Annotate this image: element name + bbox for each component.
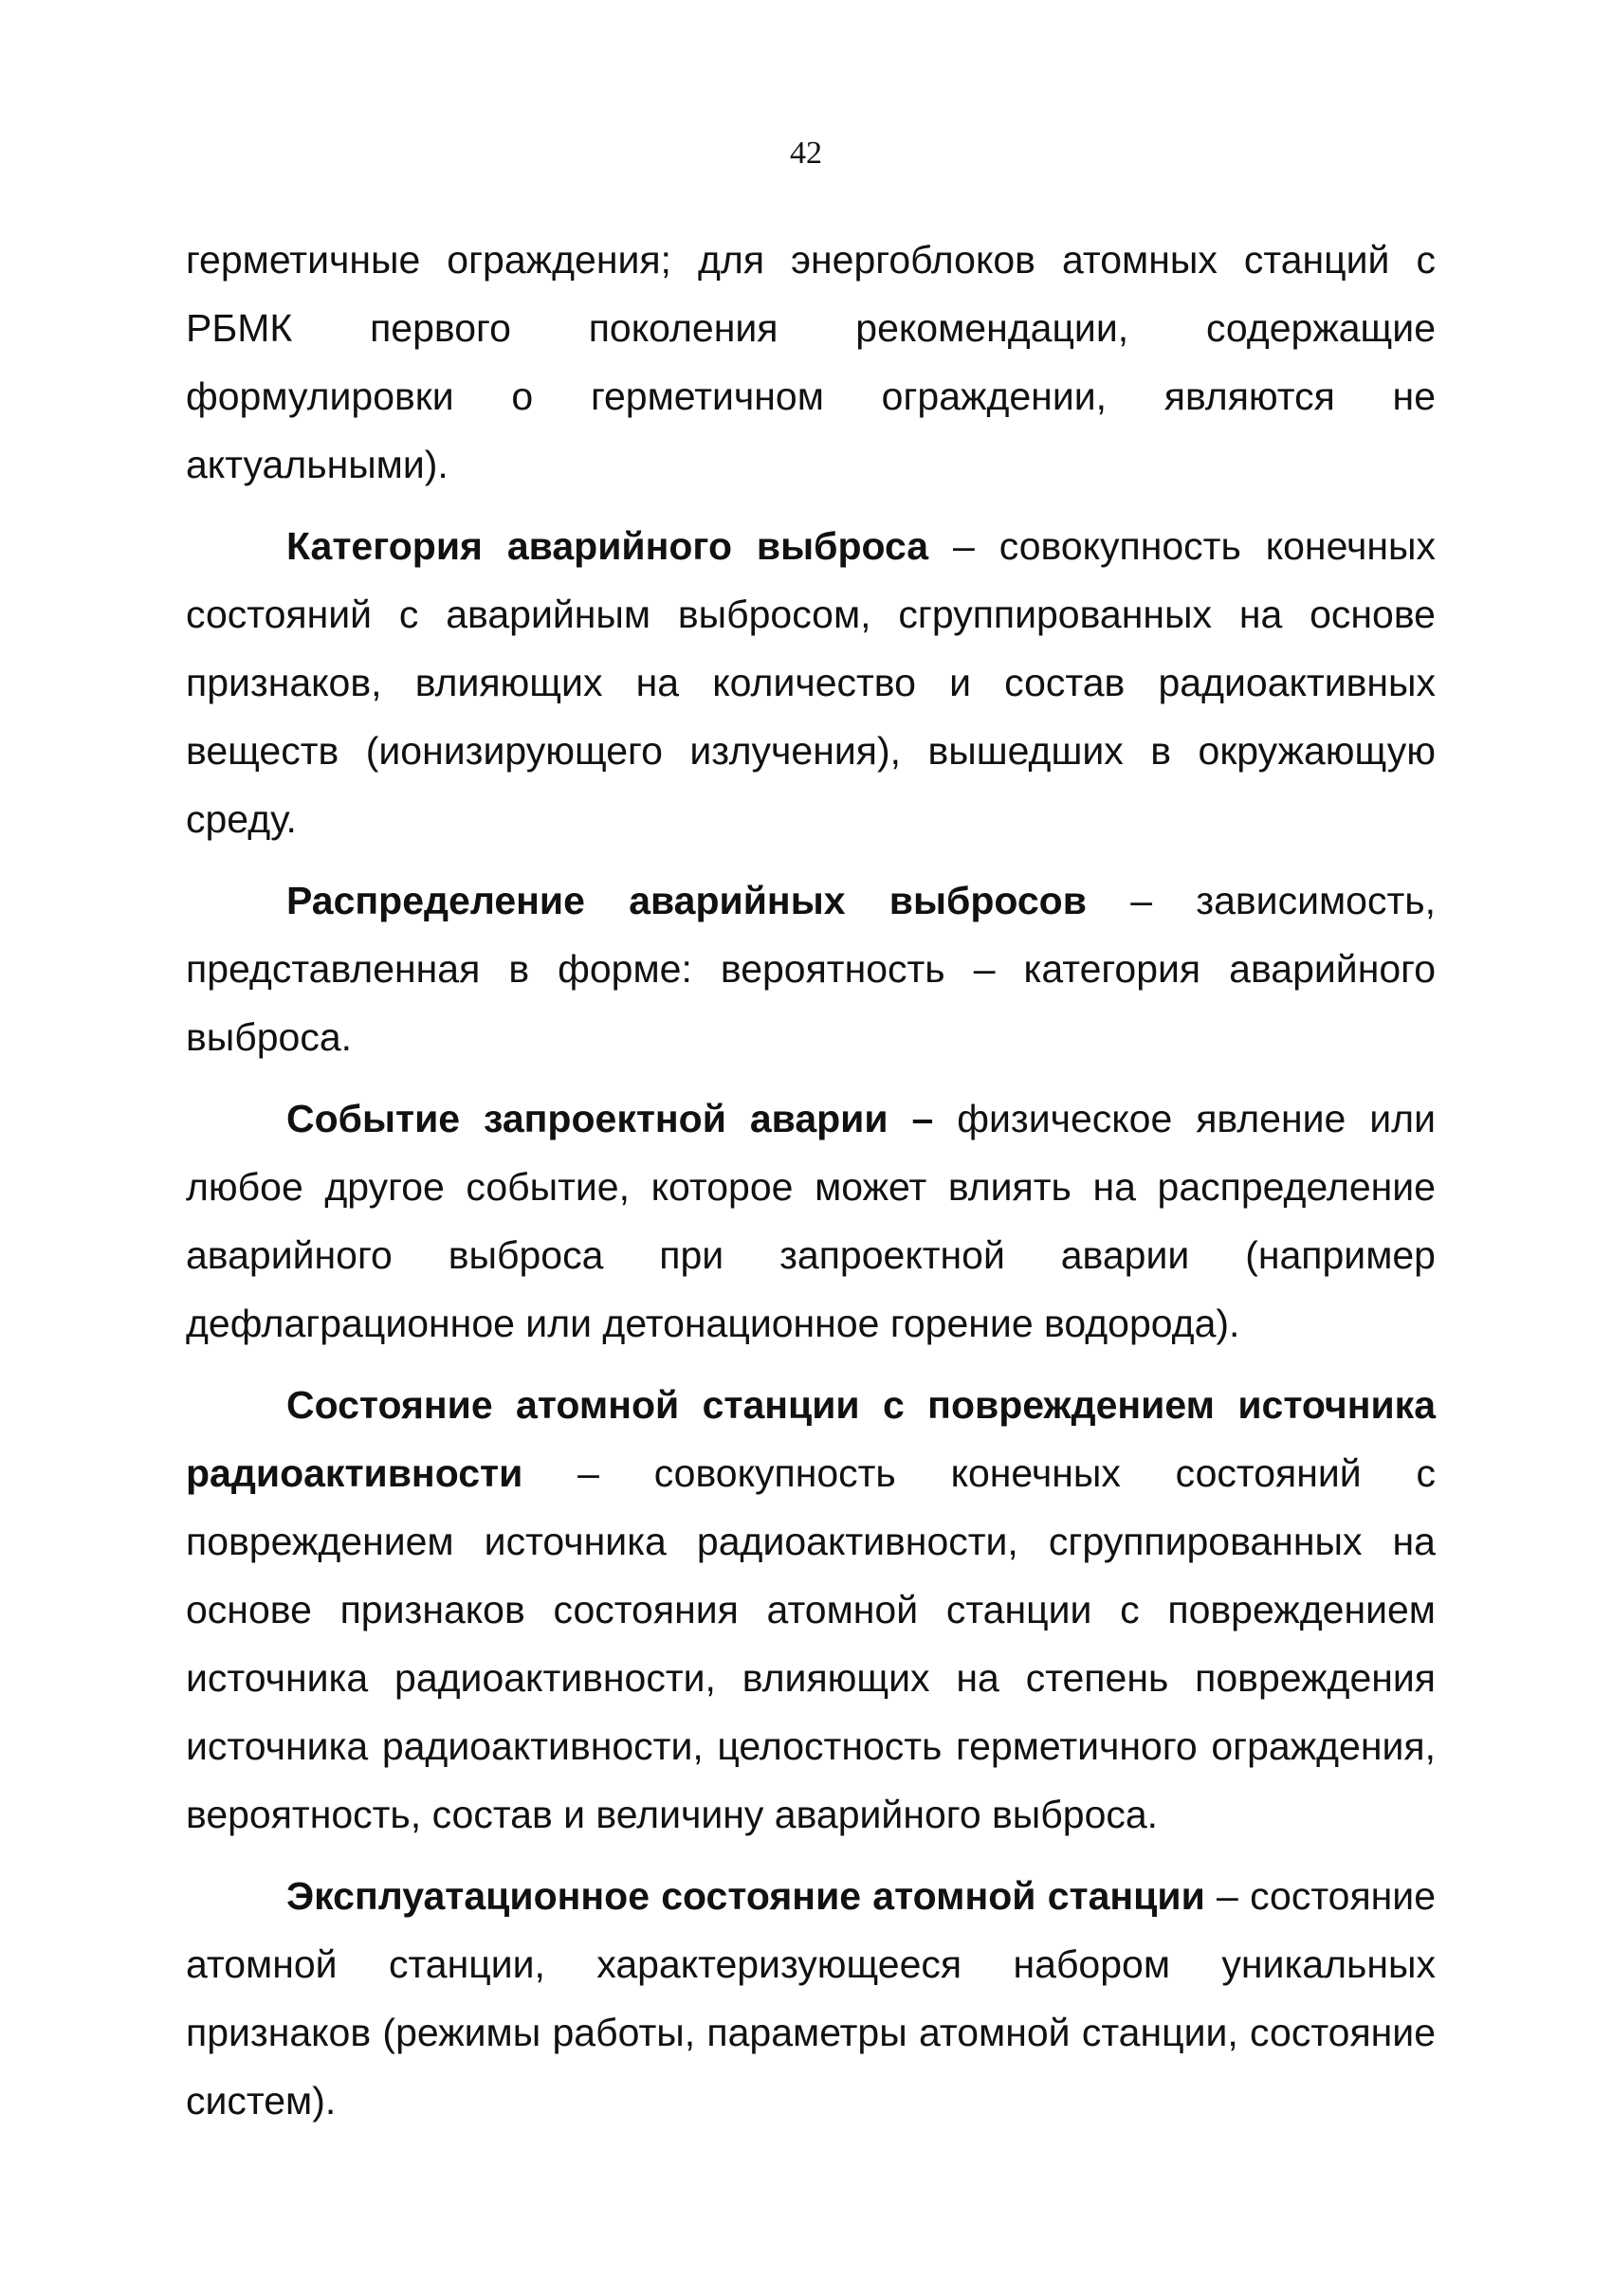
paragraph-text: герметичные ограждения; для энергоблоков атомных станций с РБМК первого поколения рекомендации, содержащие формулировки о герметичном ограждении, являются не актуальными). (186, 238, 1436, 486)
definition-text: физическое явление или любое другое событие, которое может влиять на распределение аварийного выброса при запроектной аварии (например дефлаграционное или детонационное горение водорода). (186, 1097, 1436, 1345)
definition-plant-operational-state (186, 1862, 1436, 2135)
definition-accident-release-category (186, 512, 1436, 853)
page-number: 42 (790, 136, 822, 171)
definition-term: Состояние атомной станции с повреждением источника радиоактивности (186, 1383, 1436, 1495)
definition-text: – зависимость, представленная в форме: вероятность – категория аварийного выброса. (186, 879, 1437, 1059)
definition-text: – состояние атомной станции, характеризующееся набором уникальных признаков (режимы работы, параметры атомной станции, состояние систем). (186, 1874, 1436, 2123)
definition-term: Эксплуатационное состояние атомной станции (286, 1874, 1205, 1918)
definition-text: – совокупность конечных состояний с аварийным выбросом, сгруппированных на основе признаков, влияющих на количество и состав радиоактивных веществ (ионизирующего излучения), вышедших в окружающую среду. (186, 524, 1436, 841)
definition-accident-release-distribution (186, 866, 1436, 1071)
definition-text: – совокупность конечных состояний с повреждением источника радиоактивности, сгруппированных на основе признаков состояния атомной станции с повреждением источника радиоактивности, влияющих на степень повреждения источника радиоактивности, целостность герметичного ограждения, вероятность, состав и величину аварийного выброса. (186, 1451, 1436, 1836)
definition-term: Распределение аварийных выбросов (286, 879, 1087, 922)
definition-term: Категория аварийного выброса (286, 524, 929, 568)
definition-plant-damage-state (186, 1371, 1436, 1849)
page-body (186, 226, 1436, 2135)
definition-beyond-design-accident-event (186, 1084, 1436, 1358)
definition-term: Событие запроектной аварии – (286, 1097, 934, 1140)
paragraph-continuation (186, 226, 1436, 499)
